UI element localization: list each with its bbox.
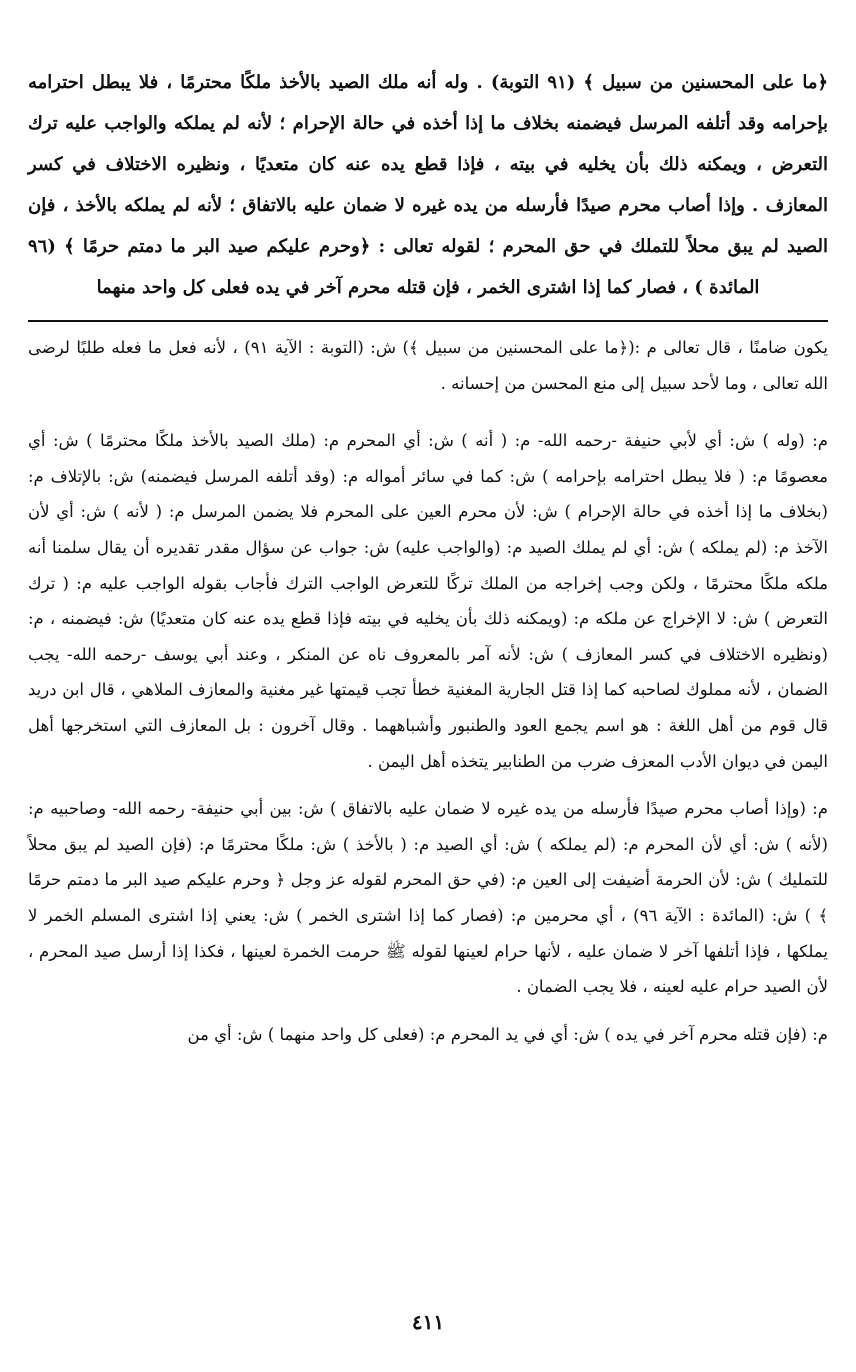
page-number: ٤١١ <box>411 1310 445 1334</box>
page <box>28 62 828 1064</box>
separator-rule <box>28 320 828 322</box>
commentary-paragraph: م: (وإذا أصاب محرم صيدًا فأرسله من يده غيره لا ضمان عليه بالاتفاق ) ش: بين أبي حنيفة- رحمه الله- وصاحبيه م: (لأنه ) ش: أي لأن المحرم م: (لم يملكه ) ش: أي الصيد م: ( بالأخذ ) ش: ملكًا محترمًا م: (فإن الصيد لم يبق محلاً للتمليك ) ش: لأن الحرمة أضيفت إلى العين م: (في حق المحرم لقوله عز وجل ﴿ وحرم عليكم صيد البر ما دمتم حرمًا ﴾ ) ش: (المائدة : الآية ٩٦) ، أي محرمين م: (فصار كما إذا اشترى الخمر ) ش: يعني إذا اشترى المسلم الخمر لا يملكها ، فإذا أتلفها آخر لا ضمان عليه ، لأنها حرام لعينها لقوله ﷺ حرمت الخمرة لعينها ، فكذا إذا أرسل صيد المحرم ، لأن الصيد حرام عليه لعينه ، فلا يجب الضمان . <box>28 799 828 997</box>
commentary-paragraph: م: (فإن قتله محرم آخر في يده ) ش: أي في يد المحرم م: (فعلى كل واحد منهما ) ش: أي من <box>187 1024 828 1044</box>
commentary <box>28 330 828 1052</box>
commentary-paragraph: م: (وله ) ش: أي لأبي حنيفة -رحمه الله- م: ( أنه ) ش: أي المحرم م: (ملك الصيد بالأخذ ملكًا محترمًا ) ش: أي معصومًا م: ( فلا يبطل احترامه بإحرامه ) ش: كما في سائر أمواله م: (وقد أتلفه المرسل فيضمنه) ش: بالإتلاف م: (بخلاف ما إذا أخذه في حالة الإحرام ) ش: لأن محرم العين على المحرم فلا يضمن المرسل م: ( لأنه ) ش: أي لأن الآخذ م: (لم يملكه ) ش: أي لم يملك الصيد م: (والواجب عليه) ش: جواب عن سؤال مقدر تقديره أن يقال سلمنا أنه ملكه ملكًا محترمًا ، ولكن وجب إخراجه من الملك تركًا للتعرض الواجب الترك فأجاب بقوله الواجب عليه م: ( ترك التعرض ) ش: لا الإخراج عن ملكه م: (ويمكنه ذلك بأن يخليه في بيته فإذا قطع يده عنه كان متعديًا) ش: فيضمنه ، م: (ونظيره الاختلاف في كسر المعازف ) ش: لأنه آمر بالمعروف ناه عن المنكر ، وعند أبي يوسف -رحمه الله- يجب الضمان ، لأنه مملوك لصاحبه كما إذا قتل الجارية المغنية خطأ تجب قيمتها غير مغنية والمعازف الملاهي ، قال ابن دريد قال قوم من أهل اللغة : هو اسم يجمع العود والطنبور وأشباههما . وقال آخرون : بل المعازف التي استخرجها أهل اليمن في ديوان الأدب المعزف ضرب من الطنابير يتخذه أهل اليمن . <box>28 431 828 771</box>
commentary-paragraph: يكون ضامنًا ، قال تعالى م :(﴿ما على المحسنين من سبيل ﴾) ش: (التوبة : الآية ٩١) ، لأنه فعل ما فعله طلبًا لرضى الله تعالى ، وما لأحد سبيل إلى منع المحسن من إحسانه . <box>28 338 828 393</box>
main-text: ﴿ما على المحسنين من سبيل ﴾ (٩١ التوبة) . وله أنه ملك الصيد بالأخذ ملكًا محترمًا ، فلا يبطل احترامه بإحرامه وقد أتلفه المرسل فيضمنه بخلاف ما إذا أخذه في حالة الإحرام ؛ لأنه لم يملكه والواجب عليه ترك التعرض ، ويمكنه ذلك بأن يخليه في بيته ، فإذا قطع يده عنه كان متعديًا ، ونظيره الاختلاف في كسر المعازف . وإذا أصاب محرم صيدًا فأرسله من يده غيره لا ضمان عليه بالاتفاق ؛ لأنه لم يملكه بالأخذ ، فإن الصيد لم يبق محلاً للتملك في حق المحرم ؛ لقوله تعالى : ﴿وحرم عليكم صيد البر ما دمتم حرمًا ﴾ (٩٦ المائدة ) ، فصار كما إذا اشترى الخمر ، فإن قتله محرم آخر في يده فعلى كل واحد منهما <box>28 72 829 298</box>
